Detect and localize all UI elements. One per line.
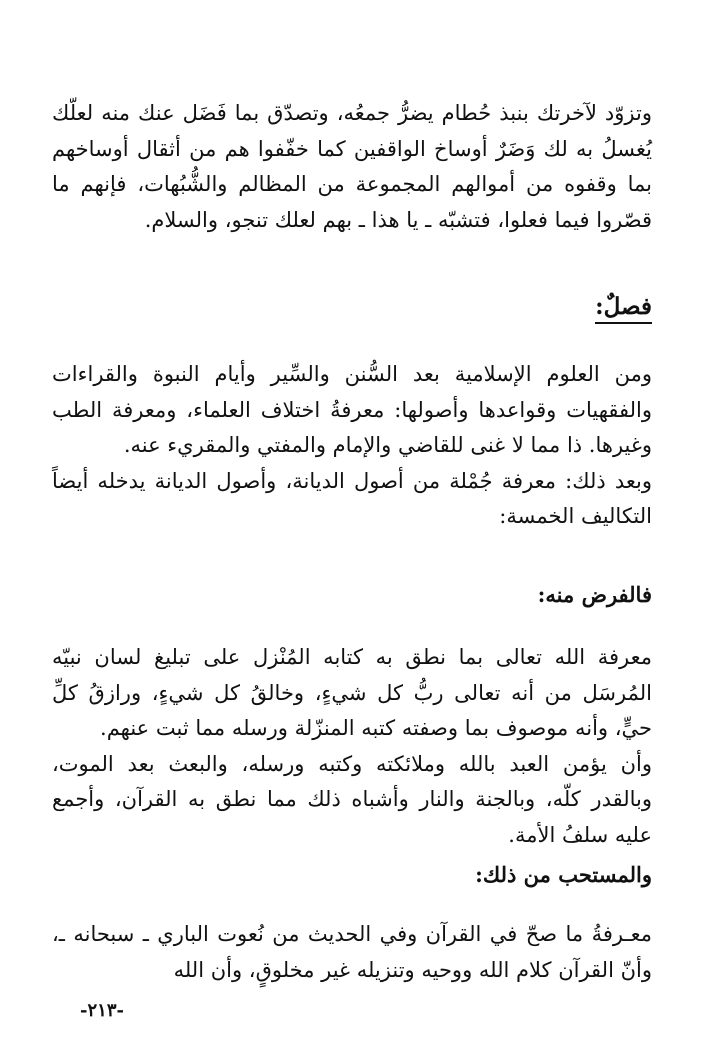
sciences-paragraph-1: ومن العلوم الإسلامية بعد السُّنن والسِّير وأيام النبوة والقراءات والفقهيات وقواعدها وأصولها: معرفةُ اختلاف العلماء، ومعرفة الطب وغيرها. ذا مما لا غنى للقاضي والإمام والمفتي والمقريء عنه. [52, 362, 652, 457]
mustahab-block [52, 917, 652, 988]
subheading-fard [538, 580, 652, 610]
page-number: -٢١٣- [80, 1000, 124, 1021]
sciences-paragraph-2: وبعد ذلك: معرفة جُمْلة من أصول الديانة، وأصول الديانة يدخله أيضاً التكاليف الخمسة: [52, 468, 652, 528]
sciences-block [52, 357, 652, 535]
subheading-mustahab-text: والمستحب من ذلك: [475, 862, 652, 887]
intro-block [52, 96, 652, 238]
fard-paragraph-2: وأن يؤمن العبد بالله وملائكته وكتبه ورسله، والبعث بعد الموت، وبالقدر كلّه، وبالجنة والنار وأشباه ذلك مما نطق به القرآن، وأجمع عليه سلفُ الأمة. [52, 751, 652, 847]
fard-paragraph-1: معرفة الله تعالى بما نطق به كتابه المُنْزل على تبليغ لسان نبيّه المُرسَل من أنه تعالى ربُّ كل شيءٍ، وخالقُ كل شيءٍ، ورازقُ كلِّ حيٍّ، وأنه موصوف بما وصفته كتبه المنزّلة ورسله مما ثبت عنهم. [52, 645, 652, 740]
subheading-mustahab [475, 860, 652, 890]
mustahab-paragraph: معـرفةُ ما صحّ في القرآن وفي الحديث من نُعوت الباري ـ سبحانه ـ، وأنّ القرآن كلام الله ووحيه وتنزيله غير مخلوقٍ، وأن الله [52, 922, 652, 982]
intro-paragraph: وتزوّد لآخرتك بنبذ حُطام يضرُّ جمعُه، وتصدّق بما فَضَل عنك منه لعلّك يُغسلُ به لك وَضَرٌ أوساخ الواقفين كما خفّفوا هم من أثقال أوساخهم بما وقفوه من أموالهم المجموعة من المظالم والشُّبُهات، فإنهم ما قصّروا فيما فعلوا، فتشبّه ـ يا هذا ـ بهم لعلك تنجو، والسلام. [52, 101, 652, 232]
section-heading-fasl-text: فصلٌ: [595, 293, 652, 324]
section-heading-fasl [595, 292, 652, 322]
fard-block [52, 640, 652, 853]
subheading-fard-text: فالفرض منه: [537, 582, 652, 607]
